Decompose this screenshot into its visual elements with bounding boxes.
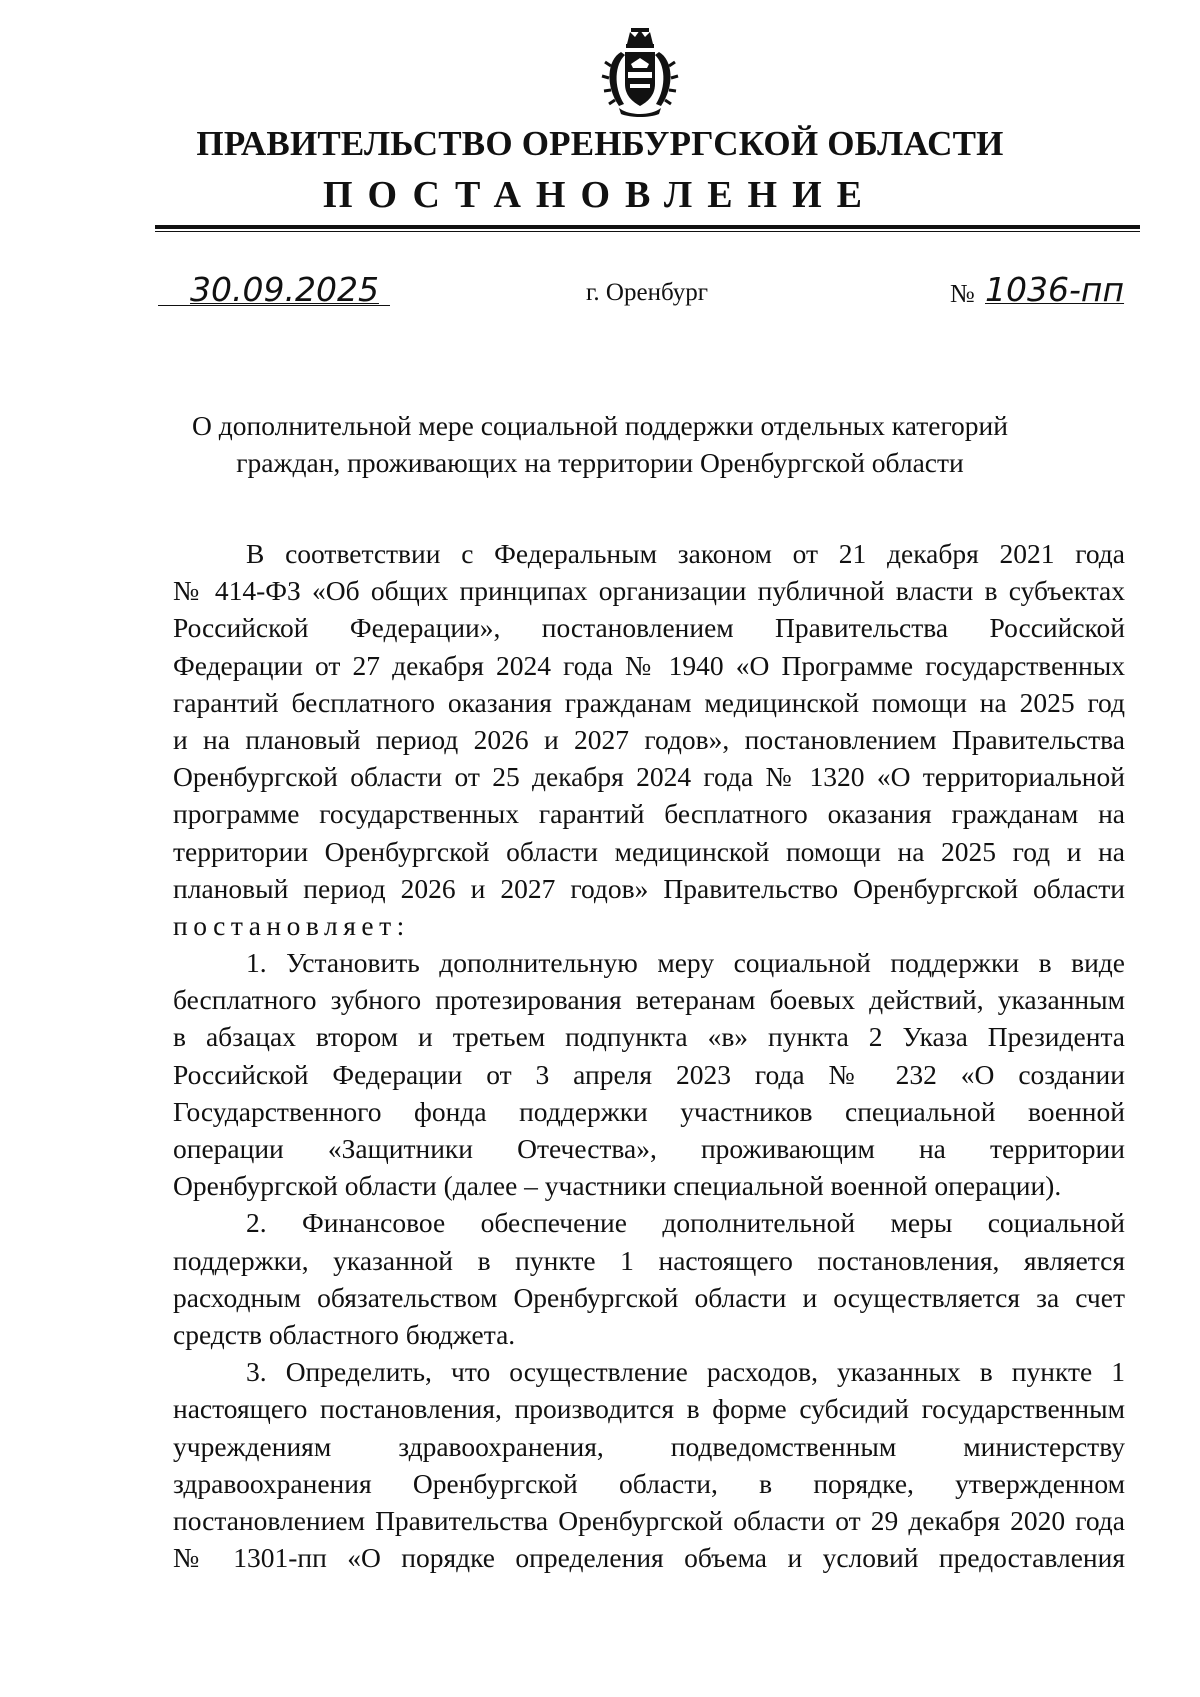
body-line: 3. Определить, что осуществление расходов, указанных в пункте 1	[246, 1356, 1125, 1388]
body-line: учреждениям здравоохранения, подведомственным министерству	[173, 1430, 1125, 1462]
body-line: операции «Защитники Отечества», проживающим на территории	[173, 1133, 1125, 1164]
body-line: бесплатного зубного протезирования ветеранам боевых действий, указанным	[173, 984, 1125, 1016]
document-city: г. Оренбург	[586, 279, 708, 306]
body-line: Государственного фонда поддержки участников специальной военной	[173, 1095, 1125, 1127]
body-line: и на плановый период 2026 и 2027 годов», постановлением Правительства	[173, 723, 1125, 755]
document-number-label: №	[950, 279, 975, 308]
document-subject	[0, 407, 1200, 481]
body-line: постановлением Правительства Оренбургской области от 29 декабря 2020 года	[173, 1504, 1125, 1536]
body-line: в абзацах втором и третьем подпункта «в» пункта 2 Указа Президента	[173, 1021, 1125, 1053]
body-line: 2. Финансовое обеспечение дополнительной меры социальной	[246, 1207, 1125, 1239]
body-line: средств областного бюджета.	[173, 1318, 516, 1350]
body-line: гарантий бесплатного оказания гражданам медицинской помощи на 2025 год	[173, 686, 1125, 718]
coat-of-arms-icon	[597, 26, 683, 118]
body-line: № 1301-пп «О порядке определения объема и условий предоставления	[173, 1542, 1125, 1574]
body-line: здравоохранения Оренбургской области, в порядке, утвержденном	[173, 1467, 1125, 1499]
resolves-word: постановляет:	[173, 909, 410, 941]
document-body	[173, 535, 1125, 1576]
body-line: территории Оренбургской области медицинской помощи на 2025 год и на	[173, 835, 1125, 867]
document-date: 30.09.2025	[190, 270, 379, 309]
government-title: ПРАВИТЕЛЬСТВО ОРЕНБУРГСКОЙ ОБЛАСТИ	[196, 124, 1004, 163]
body-line: поддержки, указанной в пункте 1 настоящего постановления, является	[173, 1244, 1125, 1276]
body-line: Российской Федерации от 3 апреля 2023 года № 232 «О создании	[173, 1058, 1125, 1090]
body-line: Российской Федерации», постановлением Правительства Российской	[173, 612, 1125, 644]
body-line: 1. Установить дополнительную меру социальной поддержки в виде	[246, 947, 1125, 979]
body-line: Оренбургской области (далее – участники специальной военной операции).	[173, 1170, 1062, 1202]
subject-line: О дополнительной мере социальной поддержки отдельных категорий	[192, 410, 1008, 441]
header-divider-thick	[155, 225, 1140, 229]
document-type-title: ПОСТАНОВЛЕНИЕ	[322, 174, 878, 216]
body-line: программе государственных гарантий бесплатного оказания гражданам на	[173, 798, 1125, 830]
body-line: В соответствии с Федеральным законом от 21 декабря 2021 года	[246, 538, 1125, 569]
body-line: Федерации от 27 декабря 2024 года № 1940 «О Программе государственных	[173, 649, 1125, 681]
body-line: расходным обязательством Оренбургской области и осуществляется за счет	[173, 1281, 1125, 1313]
body-line: плановый период 2026 и 2027 годов» Правительство Оренбургской области	[173, 872, 1125, 904]
body-line: № 414-ФЗ «Об общих принципах организации публичной власти в субъектах	[173, 575, 1125, 607]
body-line: Оренбургской области от 25 декабря 2024 года № 1320 «О территориальной	[173, 761, 1125, 793]
body-line: настоящего постановления, производится в форме субсидий государственным	[173, 1393, 1125, 1425]
subject-line: граждан, проживающих на территории Оренбургской области	[236, 447, 964, 478]
document-number: 1036-пп	[985, 270, 1125, 309]
header-divider-thin	[155, 231, 1140, 232]
